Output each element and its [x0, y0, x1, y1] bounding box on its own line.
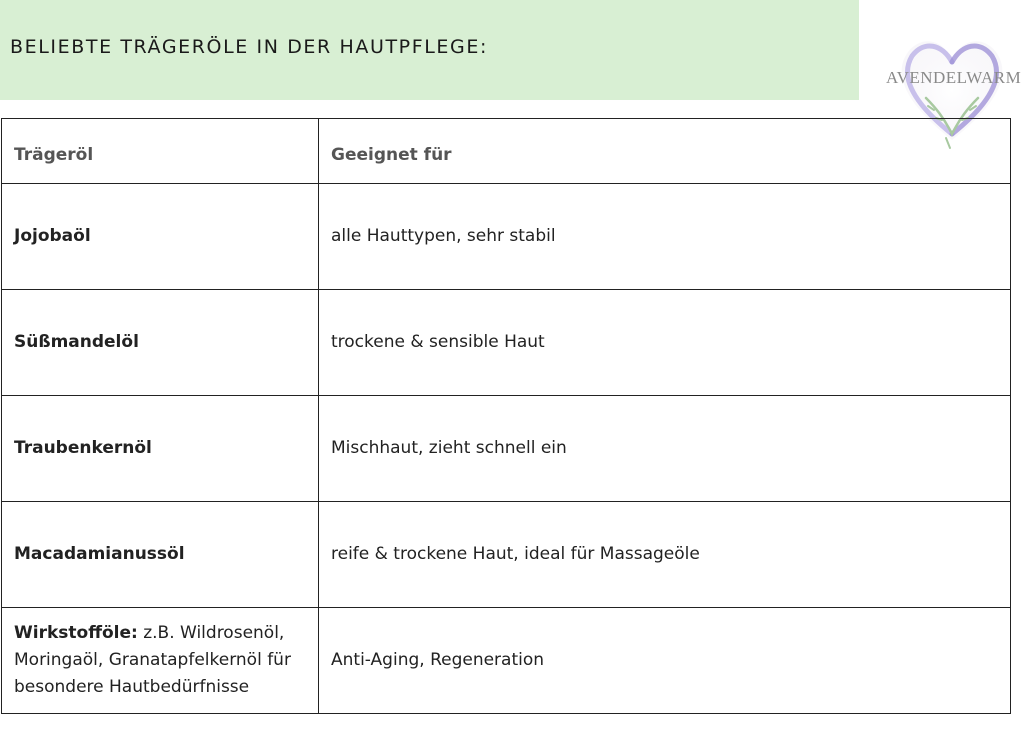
oil-name: Jojobaöl — [14, 226, 91, 246]
oil-cell — [2, 184, 319, 290]
carrier-oil-table — [1, 118, 1011, 714]
table-row — [2, 290, 1011, 396]
oil-cell — [2, 608, 319, 714]
use-cell: alle Hauttypen, sehr stabil — [319, 184, 1011, 290]
table-header-row — [2, 119, 1011, 184]
header-suitable-for: Geeignet für — [319, 119, 1011, 184]
oil-cell — [2, 502, 319, 608]
use-cell: reife & trockene Haut, ideal für Massageöle — [319, 502, 1011, 608]
oil-detail: z.B. Wildrosenöl, Moringaöl, Granatapfelkernöl für besondere Hautbedürfnisse — [14, 623, 291, 697]
oil-cell — [2, 290, 319, 396]
page-title: BELIEBTE TRÄGERÖLE IN DER HAUTPFLEGE: — [10, 36, 488, 58]
use-cell: trockene & sensible Haut — [319, 290, 1011, 396]
oil-name: Süßmandelöl — [14, 332, 139, 352]
oil-name: Traubenkernöl — [14, 438, 152, 458]
oil-name: Macadamianussöl — [14, 544, 185, 564]
table-row — [2, 396, 1011, 502]
oil-name: Wirkstofföle: — [14, 623, 138, 643]
use-cell: Mischhaut, zieht schnell ein — [319, 396, 1011, 502]
title-banner — [0, 0, 859, 100]
header-carrier-oil: Trägeröl — [2, 119, 319, 184]
table-row — [2, 608, 1011, 714]
logo-wordmark: AVENDELWARM — [886, 68, 1022, 87]
use-cell: Anti-Aging, Regeneration — [319, 608, 1011, 714]
oil-cell — [2, 396, 319, 502]
table-row — [2, 502, 1011, 608]
table-row — [2, 184, 1011, 290]
